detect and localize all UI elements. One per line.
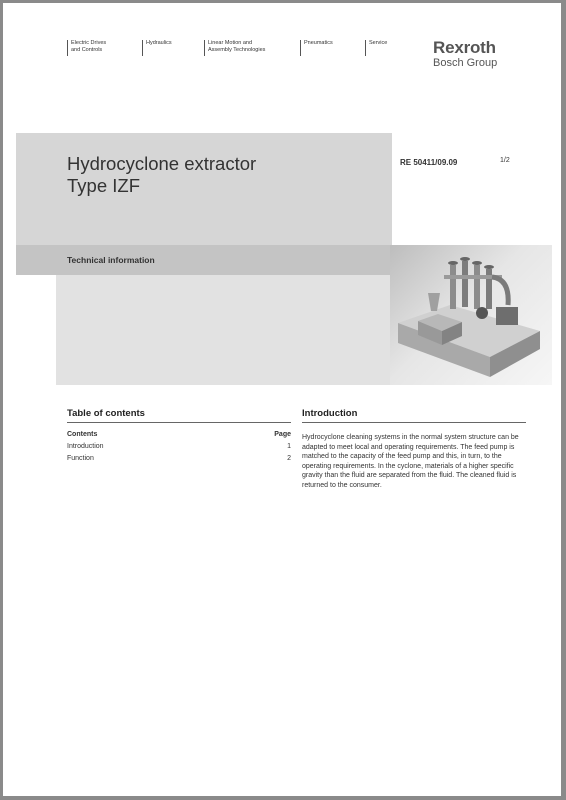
toc-contents-label: Contents <box>67 431 98 438</box>
technical-information-label: Technical information <box>67 255 155 265</box>
toc-row[interactable] <box>67 455 291 462</box>
toc-page-label: Page <box>274 431 291 438</box>
page-number: 1/2 <box>500 157 510 164</box>
toc-entry-page: 2 <box>287 455 291 462</box>
nav-linear-motion: Linear Motion and Assembly Technologies <box>204 40 296 56</box>
document-page <box>3 3 561 796</box>
brand-logo <box>433 39 497 69</box>
introduction-text: Hydrocyclone cleaning systems in the normal system structure can be adapted to meet local and operating requirements. The feed pump is matched to the capacity of the feed pump and this, in turn, to the operating requirements. In the cyclone, materials of a higher specific gravity than the fluid are separated from the fluid. The cleaned fluid is returned to the consumer. <box>302 434 519 489</box>
toc-header-row <box>67 431 291 438</box>
document-title <box>67 153 256 197</box>
nav-hydraulics: Hydraulics <box>142 40 201 56</box>
toc-entry-label: Function <box>67 455 94 462</box>
gray-panel <box>56 275 392 385</box>
document-reference: RE 50411/09.09 <box>400 158 458 167</box>
toc-row[interactable] <box>67 443 291 450</box>
hydrocyclone-unit-image <box>390 245 552 385</box>
nav-pneumatics: Pneumatics <box>300 40 359 56</box>
brand-name: Rexroth <box>433 38 496 57</box>
toc-entry-label: Introduction <box>67 443 104 450</box>
toc-heading: Table of contents <box>67 408 291 423</box>
nav-service: Service <box>365 40 409 56</box>
nav-electric-drives: Electric Drives and Controls <box>67 40 141 56</box>
title-line-2: Type IZF <box>67 175 140 196</box>
introduction-heading: Introduction <box>302 408 526 423</box>
product-photo <box>390 245 552 385</box>
toc-entry-page: 1 <box>287 443 291 450</box>
brand-subtitle: Bosch Group <box>433 57 498 69</box>
title-line-1: Hydrocyclone extractor <box>67 153 257 174</box>
